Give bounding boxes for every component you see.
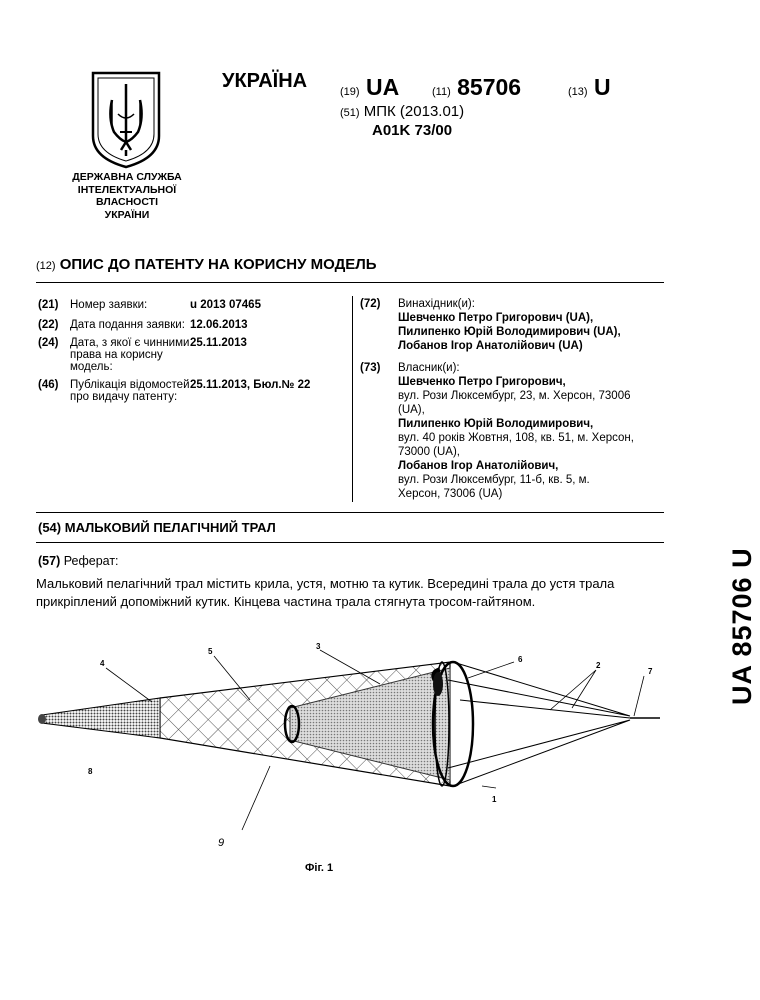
abstract-text: Мальковий пелагічний трал містить крила, устя, мотню та кутик. Всередині трала до устя трала прикріплений допоміжний кутик. Кінцева частина трала стягнута тросом-гайтяном.	[36, 576, 615, 609]
fig-label-2: 2	[596, 661, 601, 670]
fig-label-8: 8	[88, 767, 93, 776]
fig-label-1: 1	[492, 795, 497, 804]
section-divider-bottom	[36, 542, 664, 543]
model-title: (54) МАЛЬКОВИЙ ПЕЛАГІЧНИЙ ТРАЛ	[38, 520, 276, 535]
ipc-class: A01K 73/00	[372, 122, 453, 139]
document-title: (12) ОПИС ДО ПАТЕНТУ НА КОРИСНУ МОДЕЛЬ	[36, 256, 377, 273]
coat-of-arms-icon	[90, 70, 162, 170]
fig-label-9: 9	[218, 837, 225, 849]
country-name: УКРАЇНА	[222, 70, 308, 92]
side-patent-code: UA 85706 U	[727, 547, 757, 705]
patent-number: (11) 85706	[432, 74, 522, 100]
figure-caption: Фіг. 1	[305, 862, 334, 874]
fig-label-7: 7	[648, 667, 653, 676]
kind-code: (13) U	[568, 74, 611, 100]
office-code: (19) UA	[340, 74, 400, 100]
trawl-figure	[30, 640, 670, 855]
fig-label-5: 5	[208, 647, 213, 656]
fig-label-3: 3	[316, 642, 321, 651]
fig-label-4: 4	[100, 659, 105, 668]
section-divider-top	[36, 512, 664, 513]
trawl-cod-end	[42, 698, 160, 738]
agency-name: ДЕРЖАВНА СЛУЖБА ІНТЕЛЕКТУАЛЬНОЇ ВЛАСНОСТІ УКРАЇНИ	[72, 171, 182, 221]
title-divider	[36, 282, 664, 283]
biblio-column-divider	[352, 296, 353, 502]
fig-label-6: 6	[518, 655, 523, 664]
abstract-heading: (57) Реферат:	[38, 554, 119, 568]
trawl-float	[433, 672, 443, 696]
ipc-label: (51) МПК (2013.01)	[340, 103, 465, 120]
